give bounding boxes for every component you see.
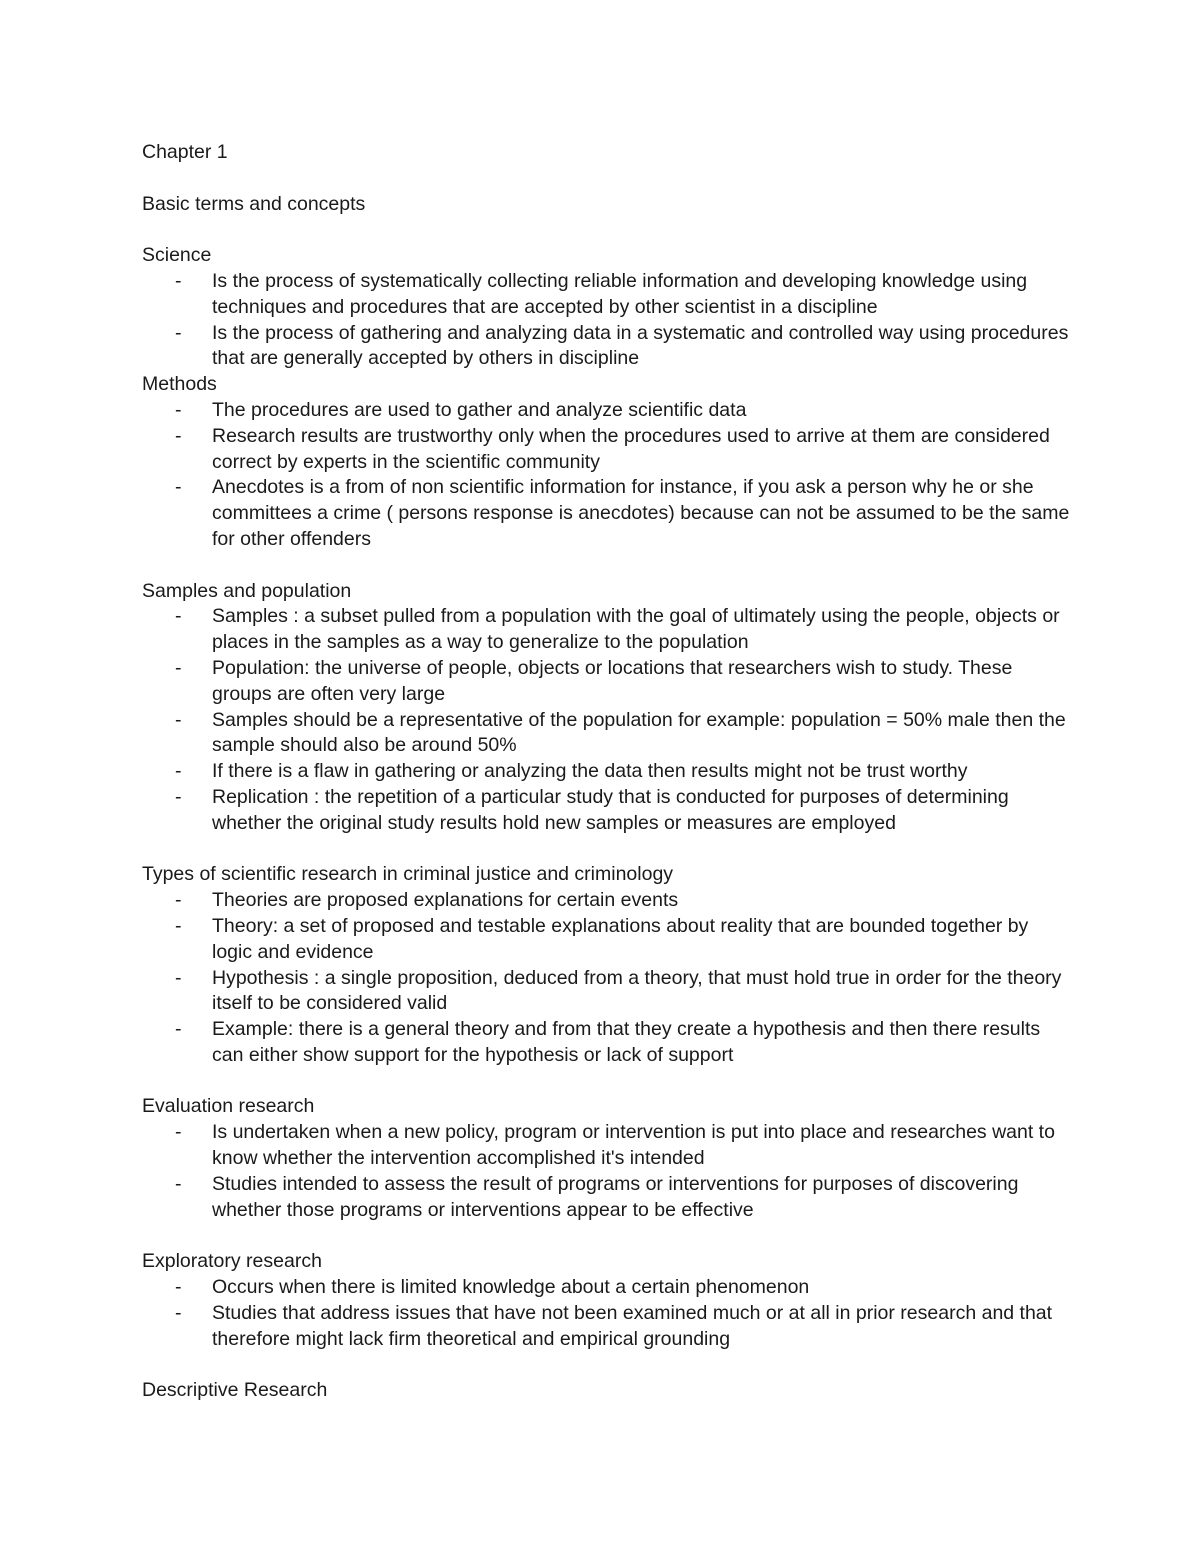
list-item bbox=[142, 656, 1072, 708]
list-item bbox=[142, 785, 1072, 837]
list-item-text: Research results are trustworthy only when the procedures used to arrive at them are considered correct by experts in the scientific community bbox=[212, 424, 1050, 473]
dash-bullet: - bbox=[175, 269, 182, 292]
dash-bullet: - bbox=[175, 1018, 182, 1041]
document-page bbox=[142, 140, 1072, 1404]
methods-list bbox=[142, 398, 1072, 553]
dash-bullet: - bbox=[175, 424, 182, 447]
list-item bbox=[142, 398, 1072, 424]
list-item-text: Theories are proposed explanations for certain events bbox=[212, 889, 679, 912]
dash-bullet: - bbox=[175, 889, 182, 912]
spacer bbox=[142, 166, 1072, 192]
dash-bullet: - bbox=[175, 1276, 182, 1299]
list-item bbox=[142, 269, 1072, 321]
list-item-text: Is the process of systematically collecting reliable information and developing knowledge using techniques and procedures that are accepted by other scientist in a discipline bbox=[212, 269, 1028, 318]
samples-list bbox=[142, 604, 1072, 836]
list-item-text: Anecdotes is a from of non scientific information for instance, if you ask a person why he or she committees a crime ( persons response is anecdotes) because can not be assumed to be the same for other offenders bbox=[212, 476, 1070, 550]
section-heading-science: Science bbox=[142, 244, 212, 267]
list-item bbox=[142, 1301, 1072, 1353]
list-item-text: Population: the universe of people, objects or locations that researchers wish to study. These groups are often very large bbox=[212, 656, 1013, 705]
spacer bbox=[142, 217, 1072, 243]
list-item bbox=[142, 708, 1072, 760]
list-item bbox=[142, 1172, 1072, 1224]
dash-bullet: - bbox=[175, 708, 182, 731]
spacer bbox=[142, 1352, 1072, 1378]
evaluation-list bbox=[142, 1120, 1072, 1223]
list-item-text: Occurs when there is limited knowledge about a certain phenomenon bbox=[212, 1276, 810, 1299]
section-heading-samples: Samples and population bbox=[142, 579, 352, 602]
dash-bullet: - bbox=[175, 914, 182, 937]
list-item-text: Studies intended to assess the result of programs or interventions for purposes of discovering whether those programs or interventions appear to be effective bbox=[212, 1172, 1019, 1221]
dash-bullet: - bbox=[175, 966, 182, 989]
list-item-text: Samples should be a representative of the population for example: population = 50% male then the sample should also be around 50% bbox=[212, 708, 1066, 757]
list-item bbox=[142, 759, 1072, 785]
section-heading-types: Types of scientific research in criminal justice and criminology bbox=[142, 863, 674, 886]
dash-bullet: - bbox=[175, 1121, 182, 1144]
list-item-text: Example: there is a general theory and from that they create a hypothesis and then there results can either show support for the hypothesis or lack of support bbox=[212, 1018, 1041, 1066]
subtitle: Basic terms and concepts bbox=[142, 192, 366, 215]
list-item-text: Is undertaken when a new policy, program or intervention is put into place and researches want to know whether the intervention accomplished it's intended bbox=[212, 1121, 1055, 1170]
list-item bbox=[142, 604, 1072, 656]
list-item-text: Replication : the repetition of a particular study that is conducted for purposes of determining whether the original study results hold new samples or measures are employed bbox=[212, 785, 1009, 834]
spacer bbox=[142, 1069, 1072, 1095]
list-item bbox=[142, 424, 1072, 476]
exploratory-list bbox=[142, 1275, 1072, 1352]
science-list bbox=[142, 269, 1072, 372]
list-item-text: The procedures are used to gather and analyze scientific data bbox=[212, 398, 747, 421]
dash-bullet: - bbox=[175, 1172, 182, 1195]
dash-bullet: - bbox=[175, 656, 182, 679]
dash-bullet: - bbox=[175, 785, 182, 808]
dash-bullet: - bbox=[175, 321, 182, 344]
list-item-text: Is the process of gathering and analyzing data in a systematic and controlled way using procedures that are generally accepted by others in discipline bbox=[212, 321, 1069, 370]
dash-bullet: - bbox=[175, 760, 182, 783]
list-item-text: Studies that address issues that have not been examined much or at all in prior research and that therefore might lack firm theoretical and empirical grounding bbox=[212, 1301, 1053, 1350]
types-list bbox=[142, 888, 1072, 1069]
list-item-text: Theory: a set of proposed and testable explanations about reality that are bounded together by logic and evidence bbox=[212, 914, 1029, 963]
dash-bullet: - bbox=[175, 398, 182, 421]
list-item bbox=[142, 1275, 1072, 1301]
dash-bullet: - bbox=[175, 476, 182, 499]
section-heading-methods: Methods bbox=[142, 373, 217, 396]
list-item bbox=[142, 321, 1072, 373]
section-heading-evaluation: Evaluation research bbox=[142, 1095, 315, 1118]
spacer bbox=[142, 837, 1072, 863]
dash-bullet: - bbox=[175, 1301, 182, 1324]
list-item-text: If there is a flaw in gathering or analyzing the data then results might not be trust worthy bbox=[212, 760, 968, 783]
section-heading-descriptive: Descriptive Research bbox=[142, 1379, 328, 1402]
list-item bbox=[142, 1120, 1072, 1172]
chapter-title: Chapter 1 bbox=[142, 141, 228, 163]
list-item-text: Samples : a subset pulled from a population with the goal of ultimately using the people, objects or places in the samples as a way to generalize to the population bbox=[212, 605, 1060, 654]
list-item bbox=[142, 914, 1072, 966]
list-item bbox=[142, 888, 1072, 914]
list-item bbox=[142, 966, 1072, 1018]
spacer bbox=[142, 1223, 1072, 1249]
list-item bbox=[142, 475, 1072, 552]
list-item-text: Hypothesis : a single proposition, deduced from a theory, that must hold true in order for the theory itself to be considered valid bbox=[212, 966, 1062, 1015]
list-item bbox=[142, 1017, 1072, 1069]
section-heading-exploratory: Exploratory research bbox=[142, 1250, 322, 1273]
dash-bullet: - bbox=[175, 605, 182, 628]
spacer bbox=[142, 553, 1072, 579]
